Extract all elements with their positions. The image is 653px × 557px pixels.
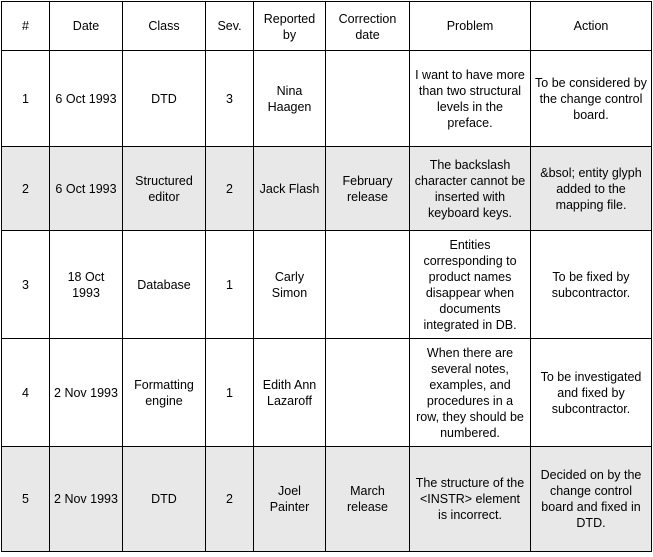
header-action: Action — [531, 2, 652, 51]
cell-number: 1 — [2, 51, 50, 147]
header-class: Class — [123, 2, 206, 51]
cell-severity: 1 — [206, 231, 254, 339]
cell-class: Database — [123, 231, 206, 339]
cell-reported-by: Joel Painter — [254, 447, 326, 552]
cell-problem: Entities corresponding to product names disappear when documents integrated in DB. — [410, 231, 531, 339]
cell-class: DTD — [123, 447, 206, 552]
cell-correction-date — [326, 339, 410, 447]
cell-correction-date — [326, 51, 410, 147]
header-date: Date — [50, 2, 123, 51]
cell-severity: 2 — [206, 447, 254, 552]
cell-severity: 3 — [206, 51, 254, 147]
cell-action: To be considered by the change control board. — [531, 51, 652, 147]
cell-date: 2 Nov 1993 — [50, 447, 123, 552]
cell-problem: The backslash character cannot be inserted with keyboard keys. — [410, 147, 531, 231]
header-reported-by: Reported by — [254, 2, 326, 51]
header-correction-date: Correction date — [326, 2, 410, 51]
header-row — [2, 2, 652, 51]
cell-number: 3 — [2, 231, 50, 339]
cell-problem: When there are several notes, examples, and procedures in a row, they should be numbered. — [410, 339, 531, 447]
header-problem: Problem — [410, 2, 531, 51]
table-row — [2, 51, 652, 147]
cell-class: Formatting engine — [123, 339, 206, 447]
cell-class: DTD — [123, 51, 206, 147]
cell-action: Decided on by the change control board and fixed in DTD. — [531, 447, 652, 552]
cell-class: Structured editor — [123, 147, 206, 231]
cell-number: 2 — [2, 147, 50, 231]
cell-date: 18 Oct 1993 — [50, 231, 123, 339]
table-row — [2, 339, 652, 447]
cell-action: To be investigated and fixed by subcontractor. — [531, 339, 652, 447]
cell-action: To be fixed by subcontractor. — [531, 231, 652, 339]
cell-reported-by: Jack Flash — [254, 147, 326, 231]
table-row — [2, 147, 652, 231]
problem-report-table — [1, 1, 652, 552]
cell-correction-date: March release — [326, 447, 410, 552]
cell-reported-by: Edith Ann Lazaroff — [254, 339, 326, 447]
cell-reported-by: Nina Haagen — [254, 51, 326, 147]
header-number: # — [2, 2, 50, 51]
header-severity: Sev. — [206, 2, 254, 51]
cell-number: 4 — [2, 339, 50, 447]
cell-action: &bsol; entity glyph added to the mapping file. — [531, 147, 652, 231]
cell-number: 5 — [2, 447, 50, 552]
cell-problem: The structure of the <INSTR> element is incorrect. — [410, 447, 531, 552]
cell-correction-date — [326, 231, 410, 339]
table-row — [2, 447, 652, 552]
cell-correction-date: February release — [326, 147, 410, 231]
cell-date: 6 Oct 1993 — [50, 51, 123, 147]
cell-severity: 1 — [206, 339, 254, 447]
cell-severity: 2 — [206, 147, 254, 231]
cell-date: 6 Oct 1993 — [50, 147, 123, 231]
cell-reported-by: Carly Simon — [254, 231, 326, 339]
cell-problem: I want to have more than two structural levels in the preface. — [410, 51, 531, 147]
table-row — [2, 231, 652, 339]
cell-date: 2 Nov 1993 — [50, 339, 123, 447]
